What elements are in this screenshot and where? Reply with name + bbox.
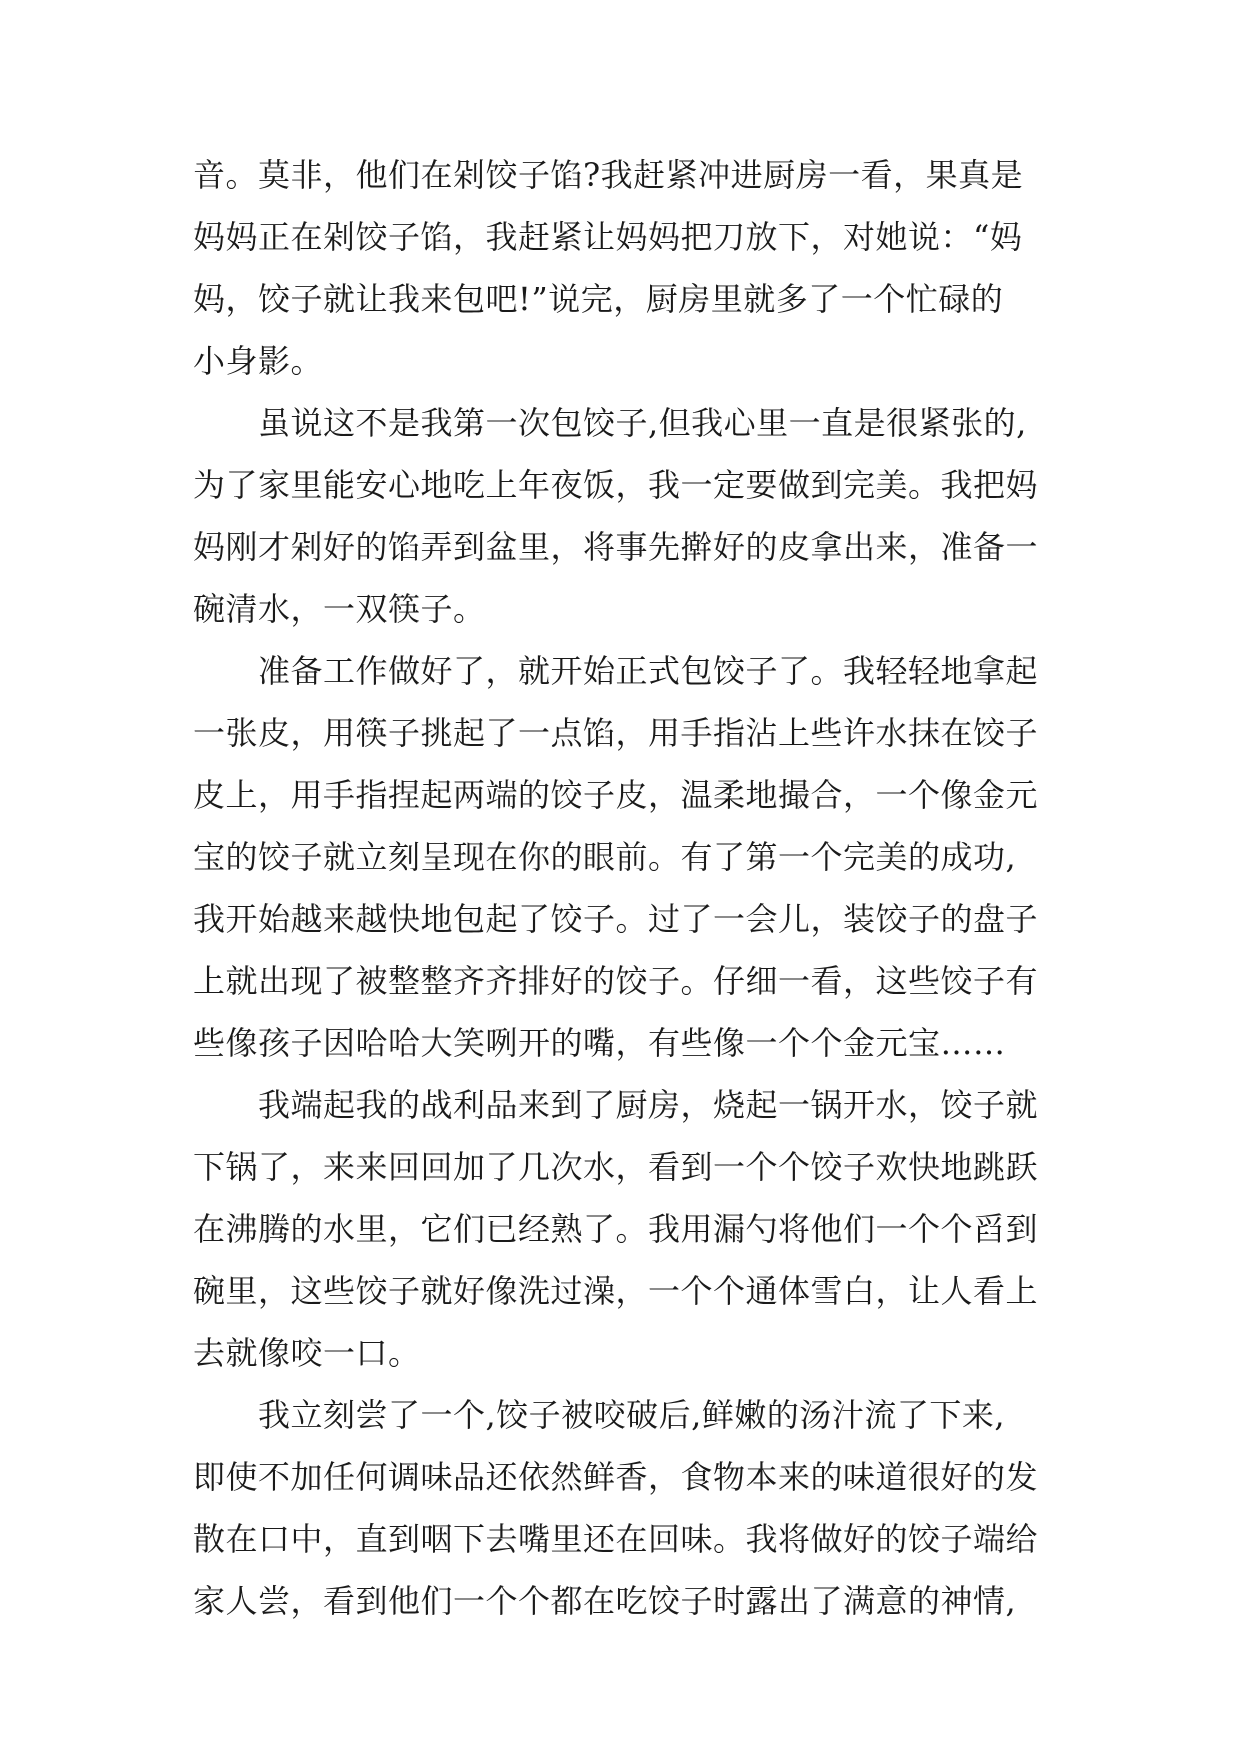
text-line: 小身影。 [193, 342, 324, 380]
text-line: 我立刻尝了一个,饺子被咬破后,鲜嫩的汤汁流了下来, [193, 1396, 1006, 1434]
text-line: 上就出现了被整整齐齐排好的饺子。仔细一看，这些饺子有 [193, 962, 1039, 1000]
text-line: 散在口中，直到咽下去嘴里还在回味。我将做好的饺子端给 [193, 1520, 1039, 1558]
text-line: 我端起我的战利品来到了厨房，烧起一锅开水，饺子就 [193, 1086, 1039, 1124]
text-line: 一张皮，用筷子挑起了一点馅，用手指沾上些许水抹在饺子 [193, 714, 1039, 752]
text-line: 些像孩子因哈哈大笑咧开的嘴，有些像一个个金元宝…… [193, 1024, 1006, 1062]
text-line: 妈妈正在剁饺子馅，我赶紧让妈妈把刀放下，对她说：“妈 [193, 218, 1023, 256]
text-line: 家人尝，看到他们一个个都在吃饺子时露出了满意的神情, [193, 1582, 1017, 1620]
text-line: 音。莫非，他们在剁饺子馅?我赶紧冲进厨房一看，果真是 [193, 156, 1024, 194]
text-line: 宝的饺子就立刻呈现在你的眼前。有了第一个完美的成功, [193, 838, 1017, 876]
text-line: 我开始越来越快地包起了饺子。过了一会儿，装饺子的盘子 [193, 900, 1039, 938]
text-line: 去就像咬一口。 [193, 1334, 421, 1372]
text-line: 为了家里能安心地吃上年夜饭，我一定要做到完美。我把妈 [193, 466, 1039, 504]
text-line: 碗清水，一双筷子。 [193, 590, 486, 628]
text-line: 妈，饺子就让我来包吧!”说完，厨房里就多了一个忙碌的 [193, 280, 1004, 318]
text-line: 皮上，用手指捏起两端的饺子皮，温柔地撮合，一个像金元 [193, 776, 1039, 814]
text-line: 下锅了，来来回回加了几次水，看到一个个饺子欢快地跳跃 [193, 1148, 1039, 1186]
body-text [193, 144, 1053, 1632]
text-line: 即使不加任何调味品还依然鲜香，食物本来的味道很好的发 [193, 1458, 1039, 1496]
text-line: 碗里，这些饺子就好像洗过澡，一个个通体雪白，让人看上 [193, 1272, 1039, 1310]
text-line: 妈刚才剁好的馅弄到盆里，将事先擀好的皮拿出来，准备一 [193, 528, 1039, 566]
text-line: 虽说这不是我第一次包饺子,但我心里一直是很紧张的, [193, 404, 1027, 442]
text-line: 在沸腾的水里，它们已经熟了。我用漏勺将他们一个个舀到 [193, 1210, 1039, 1248]
text-line: 准备工作做好了，就开始正式包饺子了。我轻轻地拿起 [193, 652, 1039, 690]
